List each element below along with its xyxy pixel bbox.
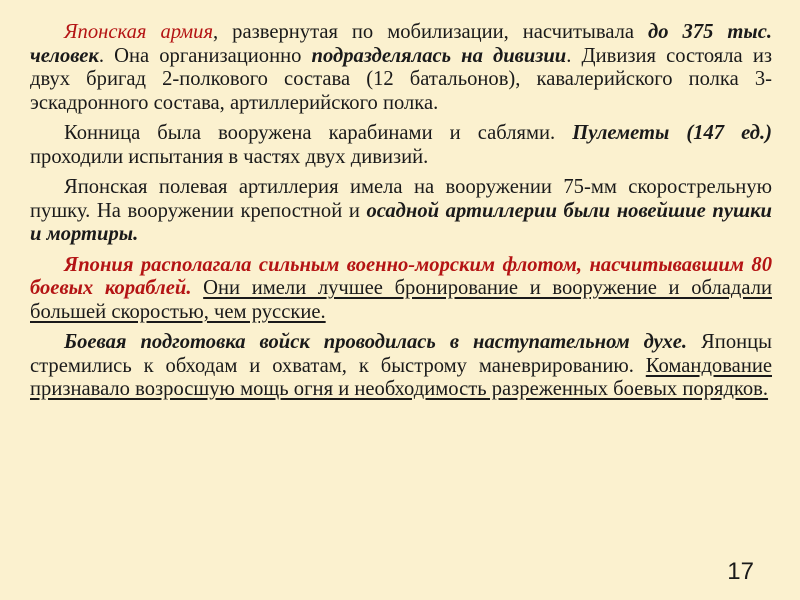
army-term: Японская армия (64, 21, 214, 43)
army-division-term: подразделялась на дивизии (311, 44, 567, 67)
cavalry-text-2: проходили испытания в частях двух дивизий. (30, 145, 429, 168)
navy-underlined-text: Они имели лучшее бронирование и вооружение и обладали большей скоростью, чем русские. (30, 277, 772, 323)
training-statement: Боевая подготовка войск проводилась в наступательном духе. (64, 331, 688, 353)
army-text-1: , развернутая по мобилизации, насчитывала (213, 21, 649, 43)
artillery-text-1: Японская полевая артиллерия имела на вооружении 75-мм скорострельную пушку. На вооружении крепостной и (30, 176, 772, 222)
army-size: до 375 тыс. человек (30, 21, 772, 67)
paragraph-cavalry (30, 122, 772, 169)
slide-text (30, 21, 772, 409)
cavalry-text-1: Конница была вооружена карабинами и саблями. (64, 122, 573, 144)
command-underlined-text: Командование признавало возросшую мощь огня и необходимость разреженных боевых порядков. (30, 354, 772, 400)
page-number: 17 (727, 558, 754, 585)
navy-statement: Япония располагала сильным военно-морским флотом, насчитывавшим 80 боевых кораблей. (30, 253, 772, 299)
machine-guns-term: Пулеметы (147 ед.) (572, 122, 773, 144)
siege-artillery-term: осадной артиллерии были новейшие пушки и мортиры. (30, 199, 773, 245)
training-text: Японцы стремились к обходам и охватам, к быстрому маневрированию. (30, 331, 772, 377)
paragraph-training (30, 331, 772, 402)
army-text-2: . Она организационно (98, 44, 312, 67)
navy-space (192, 277, 204, 299)
paragraph-army (30, 21, 772, 115)
paragraph-navy (30, 254, 772, 325)
paragraph-artillery (30, 176, 772, 247)
army-text-3: . Дивизия состояла из двух бригад 2-полкового состава (12 батальонов), кавалерийского полка 3-эскадронного состава, артиллерийского полка. (30, 44, 772, 114)
